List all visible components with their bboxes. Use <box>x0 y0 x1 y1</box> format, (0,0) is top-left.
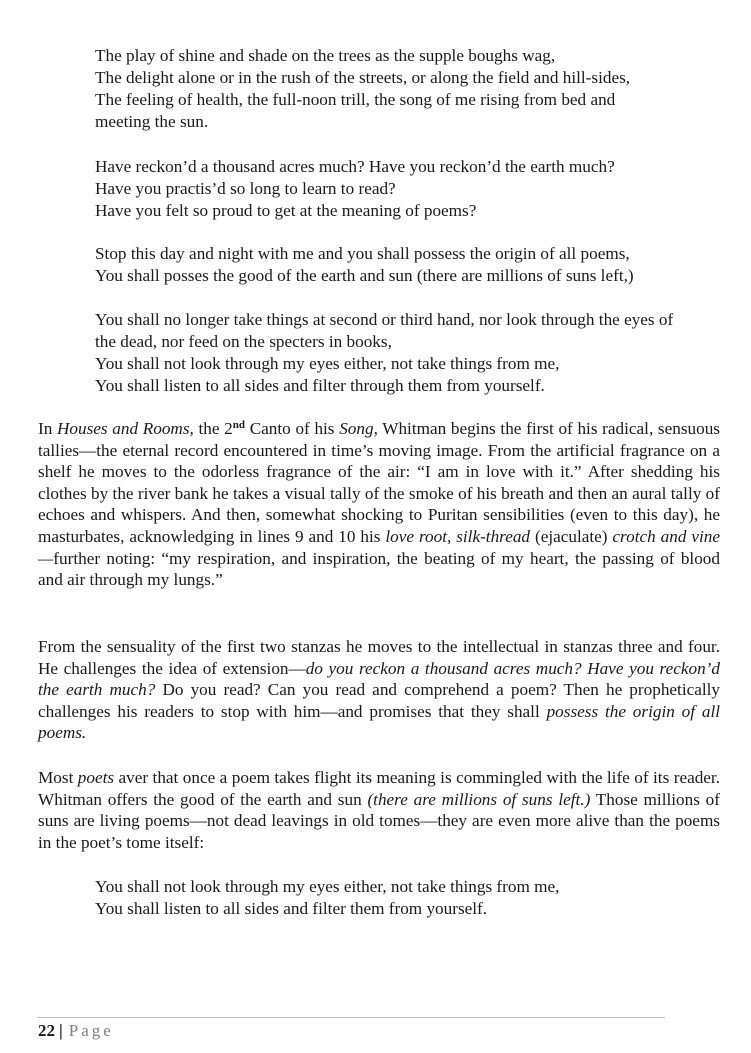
paragraph-sensuality-to-intellect: From the sensuality of the first two stanzas he moves to the intellectual in stanzas three and four. He challenges the idea of extension—do you reckon a thousand acres much? Have you reckon’d the earth much? Do you read? Can you read and comprehend a poem? Then he prophetically challenges his readers to stop with him—and promises that they shall possess the origin of all poems. <box>38 637 720 743</box>
italic-word: poets <box>77 768 115 787</box>
verse-line: Have you felt so proud to get at the meaning of poems? <box>95 201 477 220</box>
verse-stanza-3 <box>95 243 745 287</box>
italic-title: Houses and Rooms <box>57 419 190 438</box>
page-label: Page <box>68 1021 114 1040</box>
verse-line: You shall posses the good of the earth and sun (there are millions of suns left,) <box>95 266 634 285</box>
paragraph-houses-and-rooms: In Houses and Rooms, the 2nd Canto of his Song, Whitman begins the first of his radical, sensuous tallies—the eternal record encountered in time’s moving image. From the artificial fragrance on a shelf he moves to the odorless fragrance of the air: “I am in love with it.” After shedding his clothes by the river bank he takes a visual tally of the smoke of his breath and then an aural tally of echoes and whispers. And then, somewhat shocking to Puritan sensibilities (even to this day), he masturbates, acknowledging in lines 9 and 10 his love root, silk-thread (ejaculate) crotch and vine—further noting: “my respiration, and inspiration, the beating of my heart, the passing of blood and air through my lungs.” <box>38 419 720 590</box>
verse-line: The play of shine and shade on the trees as the supple boughs wag, <box>95 46 556 65</box>
verse-line: The delight alone or in the rush of the streets, or along the field and hill-sides, <box>95 68 631 87</box>
verse-line: You shall listen to all sides and filter them from yourself. <box>95 899 488 918</box>
verse-line: The feeling of health, the full-noon trill, the song of me rising from bed and <box>95 90 616 109</box>
italic-quote: do you reckon a thousand acres much? Have you reckon’d the earth much? <box>38 658 720 700</box>
footer-divider <box>37 1017 665 1018</box>
verse-line: meeting the sun. <box>95 112 209 131</box>
italic-quote: possess the origin of all poems. <box>38 701 720 743</box>
verse-line: You shall listen to all sides and filter through them from yourself. <box>95 376 545 395</box>
verse-stanza-4 <box>95 309 745 397</box>
page-footer <box>38 1020 114 1042</box>
italic-phrase: crotch and vine— <box>38 526 720 568</box>
paragraph-most-poets: Most poets aver that once a poem takes flight its meaning is commingled with the life of its reader. Whitman offers the good of the earth and sun (there are millions of suns left.) Those millions of suns are living poems—not dead leavings in old tomes—they are even more alive than the poems in the poet’s tome itself: <box>38 768 720 852</box>
page-number: 22 <box>38 1021 55 1040</box>
verse-line: the dead, nor feed on the specters in books, <box>95 332 392 351</box>
verse-line: Have reckon’d a thousand acres much? Have you reckon’d the earth much? <box>95 157 615 176</box>
verse-line: Have you practis’d so long to learn to read? <box>95 179 396 198</box>
verse-stanza-1 <box>95 45 745 133</box>
verse-stanza-2 <box>95 156 745 222</box>
italic-quote: (there are millions of suns left.) <box>367 789 591 809</box>
footer-separator: | <box>59 1021 63 1040</box>
ordinal-suffix: nd <box>232 419 246 431</box>
verse-line: You shall not look through my eyes either, not take things from me, <box>95 877 560 896</box>
verse-line: You shall not look through my eyes either, not take things from me, <box>95 354 560 373</box>
verse-line: You shall no longer take things at second or third hand, nor look through the eyes of <box>95 310 674 329</box>
verse-stanza-5 <box>95 876 745 920</box>
verse-line: Stop this day and night with me and you shall possess the origin of all poems, <box>95 244 630 263</box>
italic-title: Song <box>339 419 374 438</box>
italic-phrase: love root, silk-thread <box>385 526 531 546</box>
